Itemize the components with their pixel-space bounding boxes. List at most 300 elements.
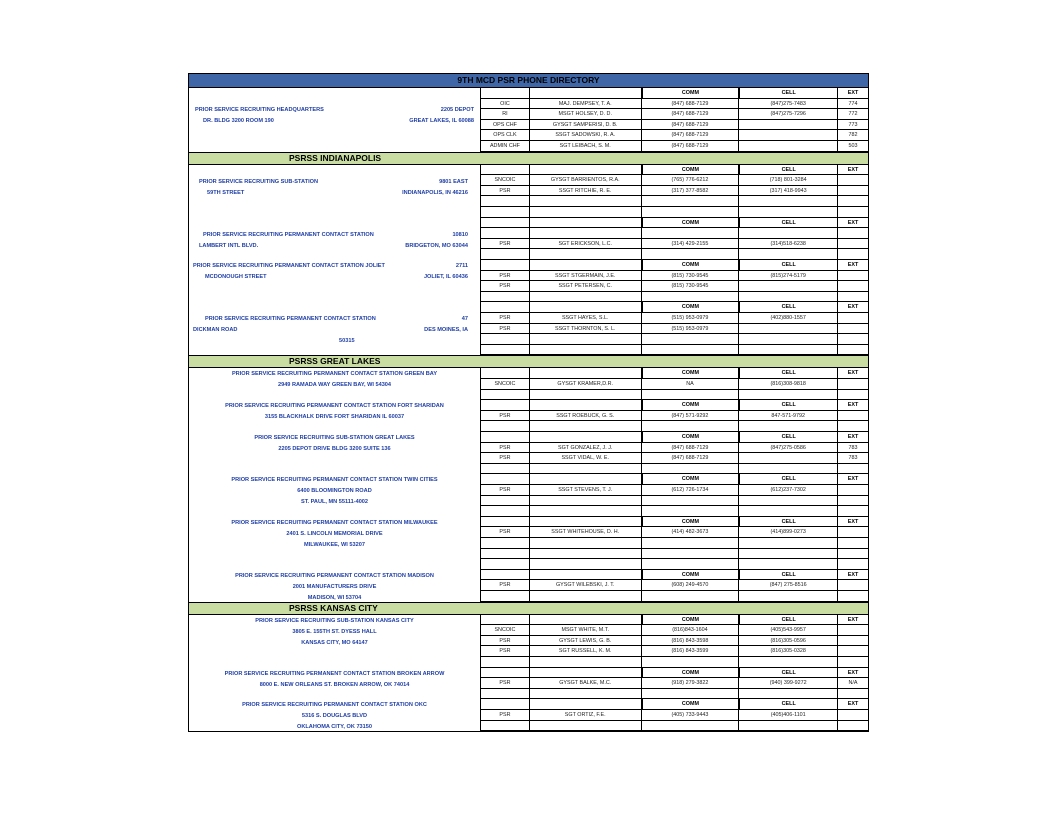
name-cell: GYSGT LEWIS, G. B. bbox=[530, 636, 642, 647]
header-ext: EXT bbox=[838, 699, 868, 710]
ext-cell bbox=[838, 636, 868, 647]
table-row bbox=[481, 109, 868, 120]
station-address bbox=[189, 570, 480, 602]
header-comm: COMM bbox=[642, 165, 740, 176]
comm-phone-cell bbox=[642, 228, 740, 239]
station-block bbox=[189, 474, 868, 516]
name-cell: GYSGT WILEBSKI, J. T. bbox=[530, 580, 642, 591]
billet-cell bbox=[481, 345, 530, 356]
station-address bbox=[189, 615, 480, 668]
cell-phone-cell bbox=[739, 496, 838, 507]
station-name: PRIOR SERVICE RECRUITING PERMANENT CONTACT STATION FORT SHARIDAN bbox=[225, 403, 444, 410]
station-name: PRIOR SERVICE RECRUITING PERMANENT CONTACT STATION GREEN BAY bbox=[231, 371, 438, 378]
ext-cell: 782 bbox=[838, 130, 868, 141]
billet-cell bbox=[481, 721, 530, 732]
billet-cell: PSR bbox=[481, 646, 530, 657]
comm-phone-cell: (816)843-1604 bbox=[642, 625, 740, 636]
table-row bbox=[481, 636, 868, 647]
ext-cell bbox=[838, 411, 868, 422]
station-contact-grid bbox=[480, 699, 868, 731]
column-header-row bbox=[481, 260, 868, 271]
table-row bbox=[481, 625, 868, 636]
column-header-row bbox=[481, 474, 868, 485]
station-street: 2949 RAMADA WAY GREEN BAY, WI 54304 bbox=[277, 382, 392, 389]
name-cell bbox=[530, 292, 642, 303]
station-name: PRIOR SERVICE RECRUITING PERMANENT CONTACT STATION bbox=[205, 316, 376, 323]
table-row bbox=[481, 421, 868, 432]
station-block bbox=[189, 400, 868, 432]
station-address bbox=[189, 218, 480, 260]
header-comm: COMM bbox=[642, 699, 740, 710]
comm-phone-cell: (314) 429-2155 bbox=[642, 239, 740, 250]
ext-cell bbox=[838, 334, 868, 345]
station-address bbox=[189, 260, 480, 302]
phone-directory-sheet bbox=[188, 73, 869, 732]
name-cell bbox=[530, 334, 642, 345]
header-ext: EXT bbox=[838, 302, 868, 313]
header-ext: EXT bbox=[838, 260, 868, 271]
name-cell: SGT LEIBACH, S. M. bbox=[530, 141, 642, 152]
ext-cell bbox=[838, 271, 868, 282]
hq-contact-grid bbox=[480, 88, 868, 152]
name-cell: MSGT HOLSEY, D. D. bbox=[530, 109, 642, 120]
billet-cell: RI bbox=[481, 109, 530, 120]
header-ext: EXT bbox=[838, 474, 868, 485]
ext-cell bbox=[838, 485, 868, 496]
table-row bbox=[481, 580, 868, 591]
header-blank bbox=[481, 517, 530, 528]
ext-cell bbox=[838, 324, 868, 335]
header-blank bbox=[481, 432, 530, 443]
header-blank bbox=[530, 165, 642, 176]
header-blank bbox=[530, 474, 642, 485]
billet-cell: PSR bbox=[481, 710, 530, 721]
station-address bbox=[189, 165, 480, 218]
cell-phone-cell bbox=[739, 591, 838, 602]
station-street: 5316 S. DOUGLAS BLVD bbox=[301, 713, 368, 720]
name-cell: MAJ. DEMPSEY, T. A. bbox=[530, 99, 642, 110]
station-block bbox=[189, 165, 868, 218]
billet-cell bbox=[481, 591, 530, 602]
header-ext: EXT bbox=[838, 368, 868, 379]
station-address bbox=[189, 400, 480, 432]
ext-cell: 774 bbox=[838, 99, 868, 110]
cell-phone-cell bbox=[739, 120, 838, 131]
station-contact-grid bbox=[480, 218, 868, 260]
table-row bbox=[481, 710, 868, 721]
cell-phone-cell bbox=[739, 559, 838, 570]
header-cell: CELL bbox=[739, 615, 838, 626]
comm-phone-cell: (405) 733-9443 bbox=[642, 710, 740, 721]
name-cell: SSGT SADOWSKI, R. A. bbox=[530, 130, 642, 141]
region-header-0: PSRSS INDIANAPOLIS bbox=[189, 152, 868, 165]
table-row bbox=[481, 538, 868, 549]
cell-phone-cell: (816)308-9818 bbox=[739, 379, 838, 390]
header-comm: COMM bbox=[642, 570, 740, 581]
header-comm: COMM bbox=[642, 368, 740, 379]
billet-cell: PSR bbox=[481, 186, 530, 197]
name-cell bbox=[530, 196, 642, 207]
hq-address bbox=[189, 88, 480, 152]
name-cell: SGT ERICKSON, L.C. bbox=[530, 239, 642, 250]
table-row bbox=[481, 207, 868, 218]
station-name: PRIOR SERVICE RECRUITING PERMANENT CONTACT STATION TWIN CITIES bbox=[231, 477, 438, 484]
name-cell bbox=[530, 538, 642, 549]
cell-phone-cell bbox=[739, 334, 838, 345]
header-comm: COMM bbox=[642, 615, 740, 626]
station-address bbox=[189, 474, 480, 516]
ext-cell bbox=[838, 313, 868, 324]
ext-cell bbox=[838, 464, 868, 475]
cell-phone-cell: (847)275-7483 bbox=[739, 99, 838, 110]
name-cell: SSGT RITCHIE, R. E. bbox=[530, 186, 642, 197]
ext-cell bbox=[838, 527, 868, 538]
name-cell: GYSGT BARRIENTOS, R.A. bbox=[530, 175, 642, 186]
station-street: LAMBERT INTL BLVD. bbox=[199, 242, 259, 249]
ext-cell bbox=[838, 538, 868, 549]
header-ext: EXT bbox=[838, 165, 868, 176]
billet-cell: SNCOIC bbox=[481, 625, 530, 636]
header-ext: EXT bbox=[838, 88, 868, 99]
header-ext: EXT bbox=[838, 432, 868, 443]
station-street: 8000 E. NEW ORLEANS ST. BROKEN ARROW, OK 74014 bbox=[259, 681, 410, 688]
station-city: KANSAS CITY, MO 64147 bbox=[301, 639, 368, 646]
station-contact-grid bbox=[480, 615, 868, 668]
ext-cell bbox=[838, 559, 868, 570]
station-city: MADISON, WI 53704 bbox=[307, 594, 362, 601]
station-contact-grid bbox=[480, 400, 868, 432]
table-row bbox=[481, 689, 868, 700]
name-cell: SSGT STGERMAIN, J.E. bbox=[530, 271, 642, 282]
station-street-number: 10810 bbox=[452, 231, 468, 238]
header-blank bbox=[481, 165, 530, 176]
station-street: MCDONOUGH STREET bbox=[205, 273, 267, 280]
cell-phone-cell bbox=[739, 506, 838, 517]
station-address bbox=[189, 668, 480, 700]
header-comm: COMM bbox=[642, 218, 740, 229]
column-header-row bbox=[481, 218, 868, 229]
table-row bbox=[481, 549, 868, 560]
header-comm: COMM bbox=[642, 432, 740, 443]
header-cell: CELL bbox=[739, 302, 838, 313]
hq-city: GREAT LAKES, IL 60088 bbox=[409, 118, 474, 124]
billet-cell bbox=[481, 228, 530, 239]
comm-phone-cell bbox=[642, 689, 740, 700]
column-header-row bbox=[481, 400, 868, 411]
name-cell bbox=[530, 390, 642, 401]
billet-cell: PSR bbox=[481, 239, 530, 250]
ext-cell: 503 bbox=[838, 141, 868, 152]
comm-phone-cell: (815) 730-9545 bbox=[642, 271, 740, 282]
table-row bbox=[481, 411, 868, 422]
station-address bbox=[189, 302, 480, 355]
cell-phone-cell: (718) 801-3284 bbox=[739, 175, 838, 186]
comm-phone-cell bbox=[642, 506, 740, 517]
directory-content bbox=[189, 88, 868, 731]
table-row bbox=[481, 443, 868, 454]
name-cell: GYSGT BALKE, M.C. bbox=[530, 678, 642, 689]
station-contact-grid bbox=[480, 570, 868, 602]
station-street: 59TH STREET bbox=[207, 189, 245, 196]
station-contact-grid bbox=[480, 260, 868, 302]
cell-phone-cell bbox=[739, 421, 838, 432]
cell-phone-cell bbox=[739, 207, 838, 218]
ext-cell bbox=[838, 390, 868, 401]
station-contact-grid bbox=[480, 368, 868, 400]
comm-phone-cell: (918) 279-3822 bbox=[642, 678, 740, 689]
table-row bbox=[481, 345, 868, 356]
table-row bbox=[481, 506, 868, 517]
name-cell bbox=[530, 345, 642, 356]
name-cell: SGT RUSSELL, K. M. bbox=[530, 646, 642, 657]
name-cell bbox=[530, 559, 642, 570]
billet-cell bbox=[481, 559, 530, 570]
header-blank bbox=[530, 615, 642, 626]
ext-cell: 772 bbox=[838, 109, 868, 120]
station-city: OKLAHOMA CITY, OK 73150 bbox=[296, 724, 372, 731]
column-header-row bbox=[481, 668, 868, 679]
cell-phone-cell: (847)275-0586 bbox=[739, 443, 838, 454]
name-cell bbox=[530, 591, 642, 602]
name-cell: SSGT PETERSEN, C. bbox=[530, 281, 642, 292]
region-header-1: PSRSS GREAT LAKES bbox=[189, 355, 868, 368]
name-cell bbox=[530, 657, 642, 668]
station-name: PRIOR SERVICE RECRUITING PERMANENT CONTACT STATION OKC bbox=[242, 702, 427, 709]
table-row bbox=[481, 186, 868, 197]
table-row bbox=[481, 281, 868, 292]
billet-cell bbox=[481, 196, 530, 207]
header-blank bbox=[481, 260, 530, 271]
column-header-row bbox=[481, 615, 868, 626]
cell-phone-cell bbox=[739, 196, 838, 207]
cell-phone-cell: (402)880-1557 bbox=[739, 313, 838, 324]
comm-phone-cell: (847) 688-7129 bbox=[642, 453, 740, 464]
header-comm: COMM bbox=[642, 517, 740, 528]
ext-cell: 773 bbox=[838, 120, 868, 131]
region-header-2: PSRSS KANSAS CITY bbox=[189, 602, 868, 615]
billet-cell: ADMIN CHF bbox=[481, 141, 530, 152]
name-cell bbox=[530, 228, 642, 239]
hq-street-number: 2205 DEPOT bbox=[440, 107, 474, 113]
station-street: 2205 DEPOT DRIVE BLDG 3200 SUITE 136 bbox=[278, 445, 391, 452]
name-cell: GYSGT KRAMER,D.R. bbox=[530, 379, 642, 390]
comm-phone-cell: (414) 482-3673 bbox=[642, 527, 740, 538]
billet-cell: PSR bbox=[481, 411, 530, 422]
station-contact-grid bbox=[480, 165, 868, 218]
station-street: 2001 MANUFACTURERS DRIVE bbox=[292, 583, 377, 590]
cell-phone-cell: 847-571-9792 bbox=[739, 411, 838, 422]
ext-cell: 783 bbox=[838, 443, 868, 454]
cell-phone-cell: (940) 399-9272 bbox=[739, 678, 838, 689]
comm-phone-cell bbox=[642, 249, 740, 260]
header-cell: CELL bbox=[739, 368, 838, 379]
billet-cell: OIC bbox=[481, 99, 530, 110]
header-blank bbox=[530, 432, 642, 443]
header-blank bbox=[481, 368, 530, 379]
header-blank bbox=[530, 302, 642, 313]
table-row bbox=[481, 292, 868, 303]
header-blank bbox=[530, 400, 642, 411]
comm-phone-cell bbox=[642, 657, 740, 668]
header-comm: COMM bbox=[642, 260, 740, 271]
comm-phone-cell: (608) 249-4570 bbox=[642, 580, 740, 591]
station-name: PRIOR SERVICE RECRUITING PERMANENT CONTACT STATION bbox=[203, 231, 374, 238]
station-name: PRIOR SERVICE RECRUITING PERMANENT CONTACT STATION MILWAUKEE bbox=[231, 519, 438, 526]
cell-phone-cell bbox=[739, 721, 838, 732]
header-blank bbox=[481, 218, 530, 229]
comm-phone-cell bbox=[642, 207, 740, 218]
station-address bbox=[189, 699, 480, 731]
table-row bbox=[481, 678, 868, 689]
header-ext: EXT bbox=[838, 668, 868, 679]
ext-cell bbox=[838, 207, 868, 218]
header-cell: CELL bbox=[739, 699, 838, 710]
ext-cell bbox=[838, 239, 868, 250]
header-blank bbox=[481, 668, 530, 679]
table-row bbox=[481, 249, 868, 260]
cell-phone-cell: (816)305-0596 bbox=[739, 636, 838, 647]
billet-cell bbox=[481, 292, 530, 303]
billet-cell: PSR bbox=[481, 453, 530, 464]
billet-cell: PSR bbox=[481, 313, 530, 324]
header-ext: EXT bbox=[838, 570, 868, 581]
table-row bbox=[481, 721, 868, 732]
column-header-row bbox=[481, 517, 868, 528]
header-cell: CELL bbox=[739, 474, 838, 485]
station-name: PRIOR SERVICE RECRUITING SUB-STATION KANSAS CITY bbox=[255, 617, 414, 624]
header-cell: CELL bbox=[739, 260, 838, 271]
station-city: BRIDGETON, MO 63044 bbox=[405, 242, 468, 249]
table-row bbox=[481, 464, 868, 475]
comm-phone-cell: (816) 843-3599 bbox=[642, 646, 740, 657]
station-street: 2401 S. LINCOLN MEMORIAL DRIVE bbox=[286, 530, 383, 537]
name-cell bbox=[530, 506, 642, 517]
name-cell: MSGT WHITE, M.T. bbox=[530, 625, 642, 636]
header-blank bbox=[530, 570, 642, 581]
station-address bbox=[189, 368, 480, 400]
header-blank bbox=[530, 88, 642, 99]
station-contact-grid bbox=[480, 517, 868, 570]
station-name: PRIOR SERVICE RECRUITING SUB-STATION GREAT LAKES bbox=[254, 434, 415, 441]
ext-cell bbox=[838, 591, 868, 602]
station-block bbox=[189, 615, 868, 668]
table-row bbox=[481, 657, 868, 668]
name-cell: SSGT STEVENS, T. J. bbox=[530, 485, 642, 496]
cell-phone-cell: (414)899-0273 bbox=[739, 527, 838, 538]
hq-street: DR. BLDG 3200 ROOM 190 bbox=[203, 118, 274, 124]
comm-phone-cell: (317) 377-8582 bbox=[642, 186, 740, 197]
table-row bbox=[481, 196, 868, 207]
header-cell: CELL bbox=[739, 88, 838, 99]
station-street: DICKMAN ROAD bbox=[193, 327, 238, 334]
table-row bbox=[481, 390, 868, 401]
billet-cell: PSR bbox=[481, 527, 530, 538]
comm-phone-cell: (815) 730-9545 bbox=[642, 281, 740, 292]
header-comm: COMM bbox=[642, 400, 740, 411]
cell-phone-cell bbox=[739, 390, 838, 401]
cell-phone-cell bbox=[739, 130, 838, 141]
header-blank bbox=[481, 88, 530, 99]
cell-phone-cell bbox=[739, 689, 838, 700]
ext-cell bbox=[838, 721, 868, 732]
ext-cell: N/A bbox=[838, 678, 868, 689]
comm-phone-cell: (847) 688-7129 bbox=[642, 99, 740, 110]
billet-cell: PSR bbox=[481, 324, 530, 335]
ext-cell bbox=[838, 657, 868, 668]
cell-phone-cell: (405)406-1101 bbox=[739, 710, 838, 721]
ext-cell bbox=[838, 549, 868, 560]
billet-cell bbox=[481, 496, 530, 507]
name-cell: SSGT ROEBUCK, G. S. bbox=[530, 411, 642, 422]
header-cell: CELL bbox=[739, 432, 838, 443]
table-row bbox=[481, 334, 868, 345]
billet-cell bbox=[481, 464, 530, 475]
comm-phone-cell bbox=[642, 591, 740, 602]
ext-cell bbox=[838, 228, 868, 239]
station-street: 3805 E. 155TH ST. DYESS HALL bbox=[292, 628, 377, 635]
cell-phone-cell bbox=[739, 228, 838, 239]
ext-cell bbox=[838, 345, 868, 356]
header-ext: EXT bbox=[838, 400, 868, 411]
billet-cell: OPS CHF bbox=[481, 120, 530, 131]
cell-phone-cell bbox=[739, 281, 838, 292]
ext-cell bbox=[838, 710, 868, 721]
station-city: INDIANAPOLIS, IN 46216 bbox=[402, 189, 468, 196]
ext-cell bbox=[838, 506, 868, 517]
comm-phone-cell bbox=[642, 345, 740, 356]
cell-phone-cell bbox=[739, 453, 838, 464]
comm-phone-cell bbox=[642, 549, 740, 560]
name-cell: SGT ORTIZ, F.E. bbox=[530, 710, 642, 721]
ext-cell bbox=[838, 379, 868, 390]
header-comm: COMM bbox=[642, 88, 740, 99]
column-header-row bbox=[481, 368, 868, 379]
header-blank bbox=[481, 302, 530, 313]
comm-phone-cell bbox=[642, 721, 740, 732]
station-city: ST. PAUL, MN 55111-4002 bbox=[300, 499, 369, 506]
station-street: 6400 BLOOMINGTON ROAD bbox=[297, 488, 372, 495]
billet-cell bbox=[481, 657, 530, 668]
station-city: DES MOINES, IA bbox=[424, 327, 468, 334]
cell-phone-cell: (612)237-7302 bbox=[739, 485, 838, 496]
comm-phone-cell: (515) 953-0979 bbox=[642, 324, 740, 335]
station-contact-grid bbox=[480, 668, 868, 700]
station-block bbox=[189, 517, 868, 570]
cell-phone-cell bbox=[739, 249, 838, 260]
comm-phone-cell: (515) 953-0979 bbox=[642, 313, 740, 324]
cell-phone-cell bbox=[739, 345, 838, 356]
billet-cell: PSR bbox=[481, 636, 530, 647]
header-blank bbox=[530, 368, 642, 379]
header-ext: EXT bbox=[838, 218, 868, 229]
name-cell bbox=[530, 549, 642, 560]
station-street-number: 9801 EAST bbox=[439, 178, 468, 185]
comm-phone-cell bbox=[642, 538, 740, 549]
comm-phone-cell bbox=[642, 421, 740, 432]
table-row bbox=[481, 271, 868, 282]
station-city: MILWAUKEE, WI 53207 bbox=[304, 541, 365, 548]
header-blank bbox=[530, 668, 642, 679]
header-blank bbox=[481, 400, 530, 411]
name-cell bbox=[530, 496, 642, 507]
hq-name: PRIOR SERVICE RECRUITING HEADQUARTERS bbox=[195, 107, 324, 113]
table-row bbox=[481, 141, 868, 152]
station-block bbox=[189, 668, 868, 700]
station-contact-grid bbox=[480, 432, 868, 474]
column-header-row bbox=[481, 570, 868, 581]
station-zip: 50315 bbox=[339, 338, 355, 345]
station-name: PRIOR SERVICE RECRUITING PERMANENT CONTACT STATION BROKEN ARROW bbox=[224, 670, 445, 677]
